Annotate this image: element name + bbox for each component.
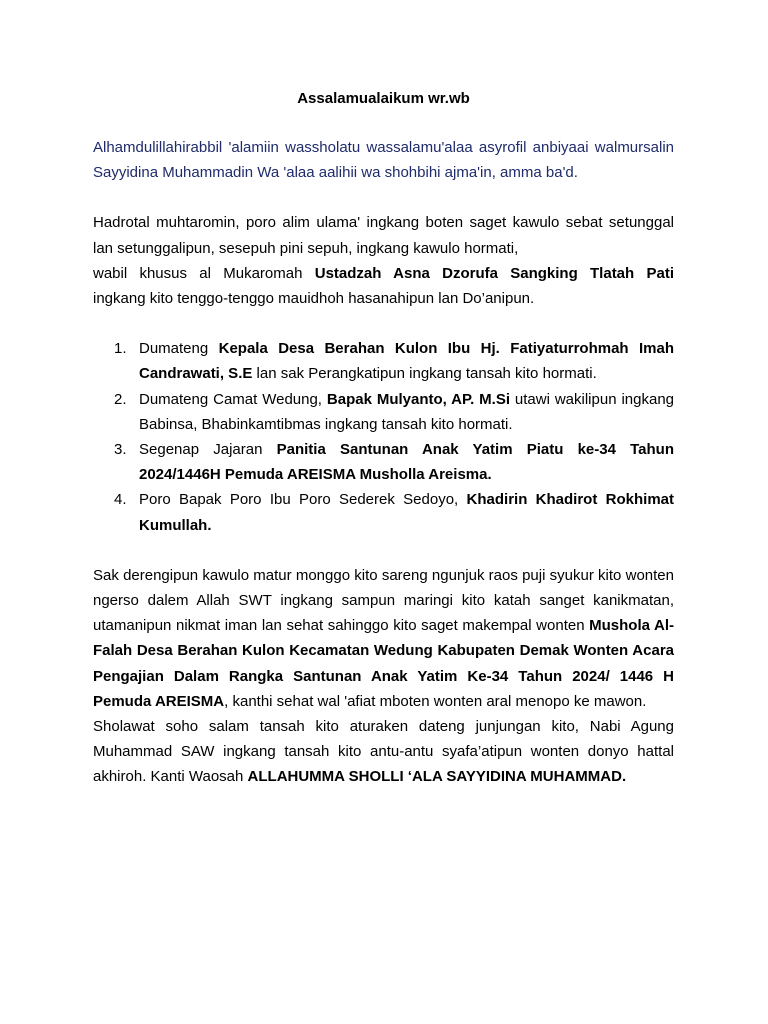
list-item-suffix: utawi wakilipun ingkang Babinsa, Bhabinkamtibmas ingkang tansah kito hormati. [139,390,674,433]
closing-text-2: , kanthi sehat wal 'afiat mboten wonten aral menopo ke mawon. [224,692,647,710]
greeting-line-1: Hadrotal muhtaromin, poro alim ulama' ingkang boten saget kawulo sebat setunggal lan setunggalipun, sesepuh pini sepuh, ingkang kawulo hormati, [93,214,674,257]
sholawat-text: Sholawat soho salam tansah kito aturaken dateng junjungan kito, Nabi Agung Muhammad SAW ingkang tansah kito antu-antu syafa’atipun wonten donyo hattal akhiroh. Kanti Waosah [93,718,674,786]
closing-paragraph [93,563,674,714]
greeting-honoree: Ustadzah Asna Dzorufa Sangking Tlatah Pati [314,264,674,282]
list-item-bold: Panitia Santunan Anak Yatim Piatu ke-34 Tahun 2024/1446H Pemuda AREISMA Musholla Areisma. [139,441,675,484]
document-page [93,86,674,790]
addressee-list [93,336,674,538]
greeting-line-2 [93,261,674,286]
closing-event: Mushola Al-Falah Desa Berahan Kulon Kecamatan Wedung Kabupaten Demak Wonten Acara Pengajian Dalam Rangka Santunan Anak Yatim Ke-34 Tahun 2024/ 1446 H Pemuda AREISMA [93,617,674,710]
greeting-section [93,210,674,311]
document-title: Assalamualaikum wr.wb [297,90,470,107]
list-item [93,336,674,386]
list-item-number: 3. [114,441,127,459]
greeting-line-3: ingkang kito tenggo-tenggo mauidhoh hasanahipun lan Do’anipun. [93,290,535,308]
list-item-number: 1. [114,340,127,358]
closing-section [93,563,674,790]
list-item [93,387,674,437]
list-item-bold: Bapak Mulyanto, AP. M.Si [326,390,510,408]
greeting-line-2-prefix: wabil khusus al Mukaromah [93,264,315,282]
list-item [93,437,674,487]
list-item [93,487,674,537]
list-item-bold: Kepala Desa Berahan Kulon Ibu Hj. Fatiyaturrohmah Imah Candrawati, S.E [139,340,674,383]
list-item-number: 4. [114,491,127,509]
sholawat-bold: ALLAHUMMA SHOLLI ‘ALA SAYYIDINA MUHAMMAD. [247,768,627,786]
sholawat-paragraph [93,714,674,790]
list-item-prefix: Segenap Jajaran [139,441,277,459]
list-item-prefix: Dumateng Camat Wedung, [139,390,327,408]
list-item-number: 2. [114,390,127,408]
closing-text-1: Sak derengipun kawulo matur monggo kito sareng ngunjuk raos puji syukur kito wonten ngerso dalem Allah SWT ingkang sampun maringi kito katah sanget kanikmatan, utamanipun nikmat iman lan sehat sahinggo kito saget makempal wonten [93,566,674,635]
list-item-bold: Khadirin Khadirot Rokhimat Kumullah. [139,491,674,534]
opening-paragraph: Alhamdulillahirabbil 'alamiin wassholatu wassalamu'alaa asyrofil anbiyaai walmursalin Sayyidina Muhammadin Wa 'alaa aalihii wa shohbihi ajma'in, amma ba'd. [93,139,674,182]
list-item-prefix: Poro Bapak Poro Ibu Poro Sederek Sedoyo, [139,491,467,509]
list-item-prefix: Dumateng [139,340,219,358]
list-item-suffix: lan sak Perangkatipun ingkang tansah kito hormati. [252,365,597,383]
